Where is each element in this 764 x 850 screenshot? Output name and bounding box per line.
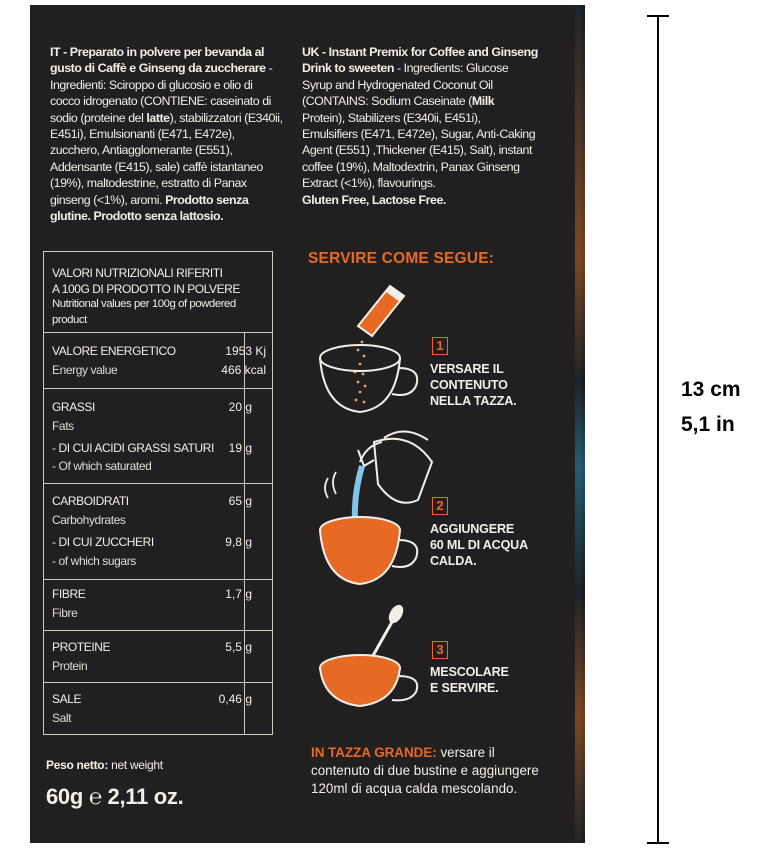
allergen-milk: Milk (471, 94, 495, 109)
kettle-icon (358, 431, 432, 502)
energy-label-en: Energy value (52, 363, 118, 377)
energy-kj: 1953 Kj (225, 344, 266, 358)
steam-icon (325, 472, 336, 498)
fat-label-en: Fats (52, 419, 74, 433)
salt-label: SALE (52, 692, 82, 706)
sugars-label-en: - of which sugars (52, 554, 136, 568)
saturated-value: 19 g (228, 441, 252, 455)
ingredients-uk (302, 44, 538, 208)
sugars-label: - DI CUI ZUCCHERI (52, 535, 154, 549)
saturated-label: - DI CUI ACIDI GRASSI SATURI (52, 441, 214, 455)
nutrition-header-line-1: VALORI NUTRIZIONALI RIFERITI (52, 266, 223, 280)
step-3-line-2: E SERVIRE. (430, 681, 499, 695)
step-1-number: 1 (432, 337, 448, 355)
column-divider (244, 332, 245, 734)
ruler-top-cap (647, 15, 669, 17)
net-weight-value: 60g ℮ 2,11 oz. (46, 784, 184, 809)
fibre-label: FIBRE (52, 587, 86, 601)
step-2-number: 2 (432, 497, 448, 515)
ingredients-it-text-1: - Ingredienti: Sciroppo di glucosio e olio di cocco idrogenato (CONTIENE: caseinato di sodio (proteine del (50, 61, 273, 125)
stirred-cup-icon (320, 655, 417, 706)
net-weight-label (46, 758, 163, 772)
fat-value: 20 g (228, 400, 252, 414)
ingredients-uk-text-1: - Ingredients: Glucose Syrup and Hydrogenated Coconut Oil (CONTAINS: Sodium Caseinate ( (302, 61, 509, 109)
height-in: 5,1 in (681, 413, 735, 436)
serving-title: SERVIRE COME SEGUE: (308, 250, 495, 267)
nutrition-header-line-3: Nutritional values per 100g of powdered product (52, 298, 236, 326)
divider (44, 483, 272, 484)
empty-cup-icon (320, 345, 417, 412)
step-1-line-2: CONTENUTO (430, 378, 508, 392)
free-from-it: Prodotto senza glutine. Prodotto senza lattosio. (50, 192, 249, 224)
carbs-label-en: Carbohydrates (52, 513, 126, 527)
divider (44, 682, 272, 683)
ingredients-it-text-2: ), stabilizzatori (E340ii, E451i), Emulsionanti (E471, E472e), zucchero, Antiagglomerante (E551), Addensante (E415), sale) caffè istantaneo (19%), maltodestrine, estratto di Panax ginseng (<1%), aromi. (50, 110, 283, 207)
allergen-latte: latte (146, 110, 170, 125)
protein-label: PROTEINE (52, 640, 111, 654)
preparation-illustration (300, 270, 450, 710)
height-cm: 13 cm (681, 378, 741, 401)
carbs-label: CARBOIDRATI (52, 494, 129, 508)
step-3-number: 3 (432, 641, 448, 659)
saturated-label-en: - Of which saturated (52, 459, 152, 473)
divider (44, 579, 272, 580)
sugars-value: 9,8 g (225, 535, 252, 549)
coffee-cup-icon (320, 517, 417, 584)
divider (44, 630, 272, 631)
ingredients-it (50, 44, 283, 224)
step-2-line-2: 60 ML DI ACQUA (430, 538, 528, 552)
ingredients-uk-text-2: Protein), Stabilizers (E340ii, E451i), Emulsifiers (E471, E472e), Sugar, Anti-Caking Agent (E551) ,Thickener (E415), Salt), instant coffee (19%), Maltodextrin, Panax Ginseng Extract (<1%), flavourings. (302, 110, 536, 191)
step-1-line-3: NELLA TAZZA. (430, 394, 517, 408)
fibre-value: 1,7 g (225, 587, 252, 601)
large-cup-title: IN TAZZA GRANDE: (311, 745, 437, 760)
fat-label: GRASSI (52, 400, 95, 414)
sachet-icon (358, 286, 404, 336)
divider (44, 388, 272, 389)
step-1-text (430, 361, 516, 409)
nutrition-table (43, 251, 273, 735)
large-cup-note (311, 744, 551, 798)
step-3-line-1: MESCOLARE (430, 665, 509, 679)
step-2-line-3: CALDA. (430, 554, 477, 568)
step-2-text (430, 521, 528, 569)
nutrition-header (52, 266, 266, 328)
salt-label-en: Salt (52, 711, 72, 725)
energy-label: VALORE ENERGETICO (52, 344, 176, 358)
height-ruler (657, 15, 659, 843)
step-3-text (430, 664, 509, 696)
ingredients-it-title: IT - Preparato in polvere per bevanda al gusto di Caffè e Ginseng da zuccherare (50, 45, 266, 76)
ruler-bottom-cap (647, 842, 669, 844)
fibre-label-en: Fibre (52, 606, 78, 620)
free-from-uk: Gluten Free, Lactose Free. (302, 192, 446, 207)
salt-value: 0,46 g (218, 692, 252, 706)
large-cup-text: versare il contenuto di due bustine e aggiungere 120ml di acqua calda mescolando. (311, 745, 539, 796)
step-1-line-1: VERSARE IL (430, 362, 504, 376)
carbs-value: 65 g (228, 494, 252, 508)
divider (44, 332, 272, 333)
protein-value: 5,5 g (225, 640, 252, 654)
net-weight-label-en: net weight (108, 758, 163, 772)
protein-label-en: Protein (52, 659, 88, 673)
energy-kcal: 466 kcal (221, 363, 266, 377)
nutrition-header-line-2: A 100G DI PRODOTTO IN POLVERE (52, 281, 240, 296)
step-2-line-1: AGGIUNGERE (430, 522, 515, 536)
package-side-edge (575, 5, 585, 843)
ingredients-uk-title: UK - Instant Premix for Coffee and Ginseng Drink to sweeten (302, 45, 538, 76)
net-weight-label-it: Peso netto: (46, 758, 109, 772)
